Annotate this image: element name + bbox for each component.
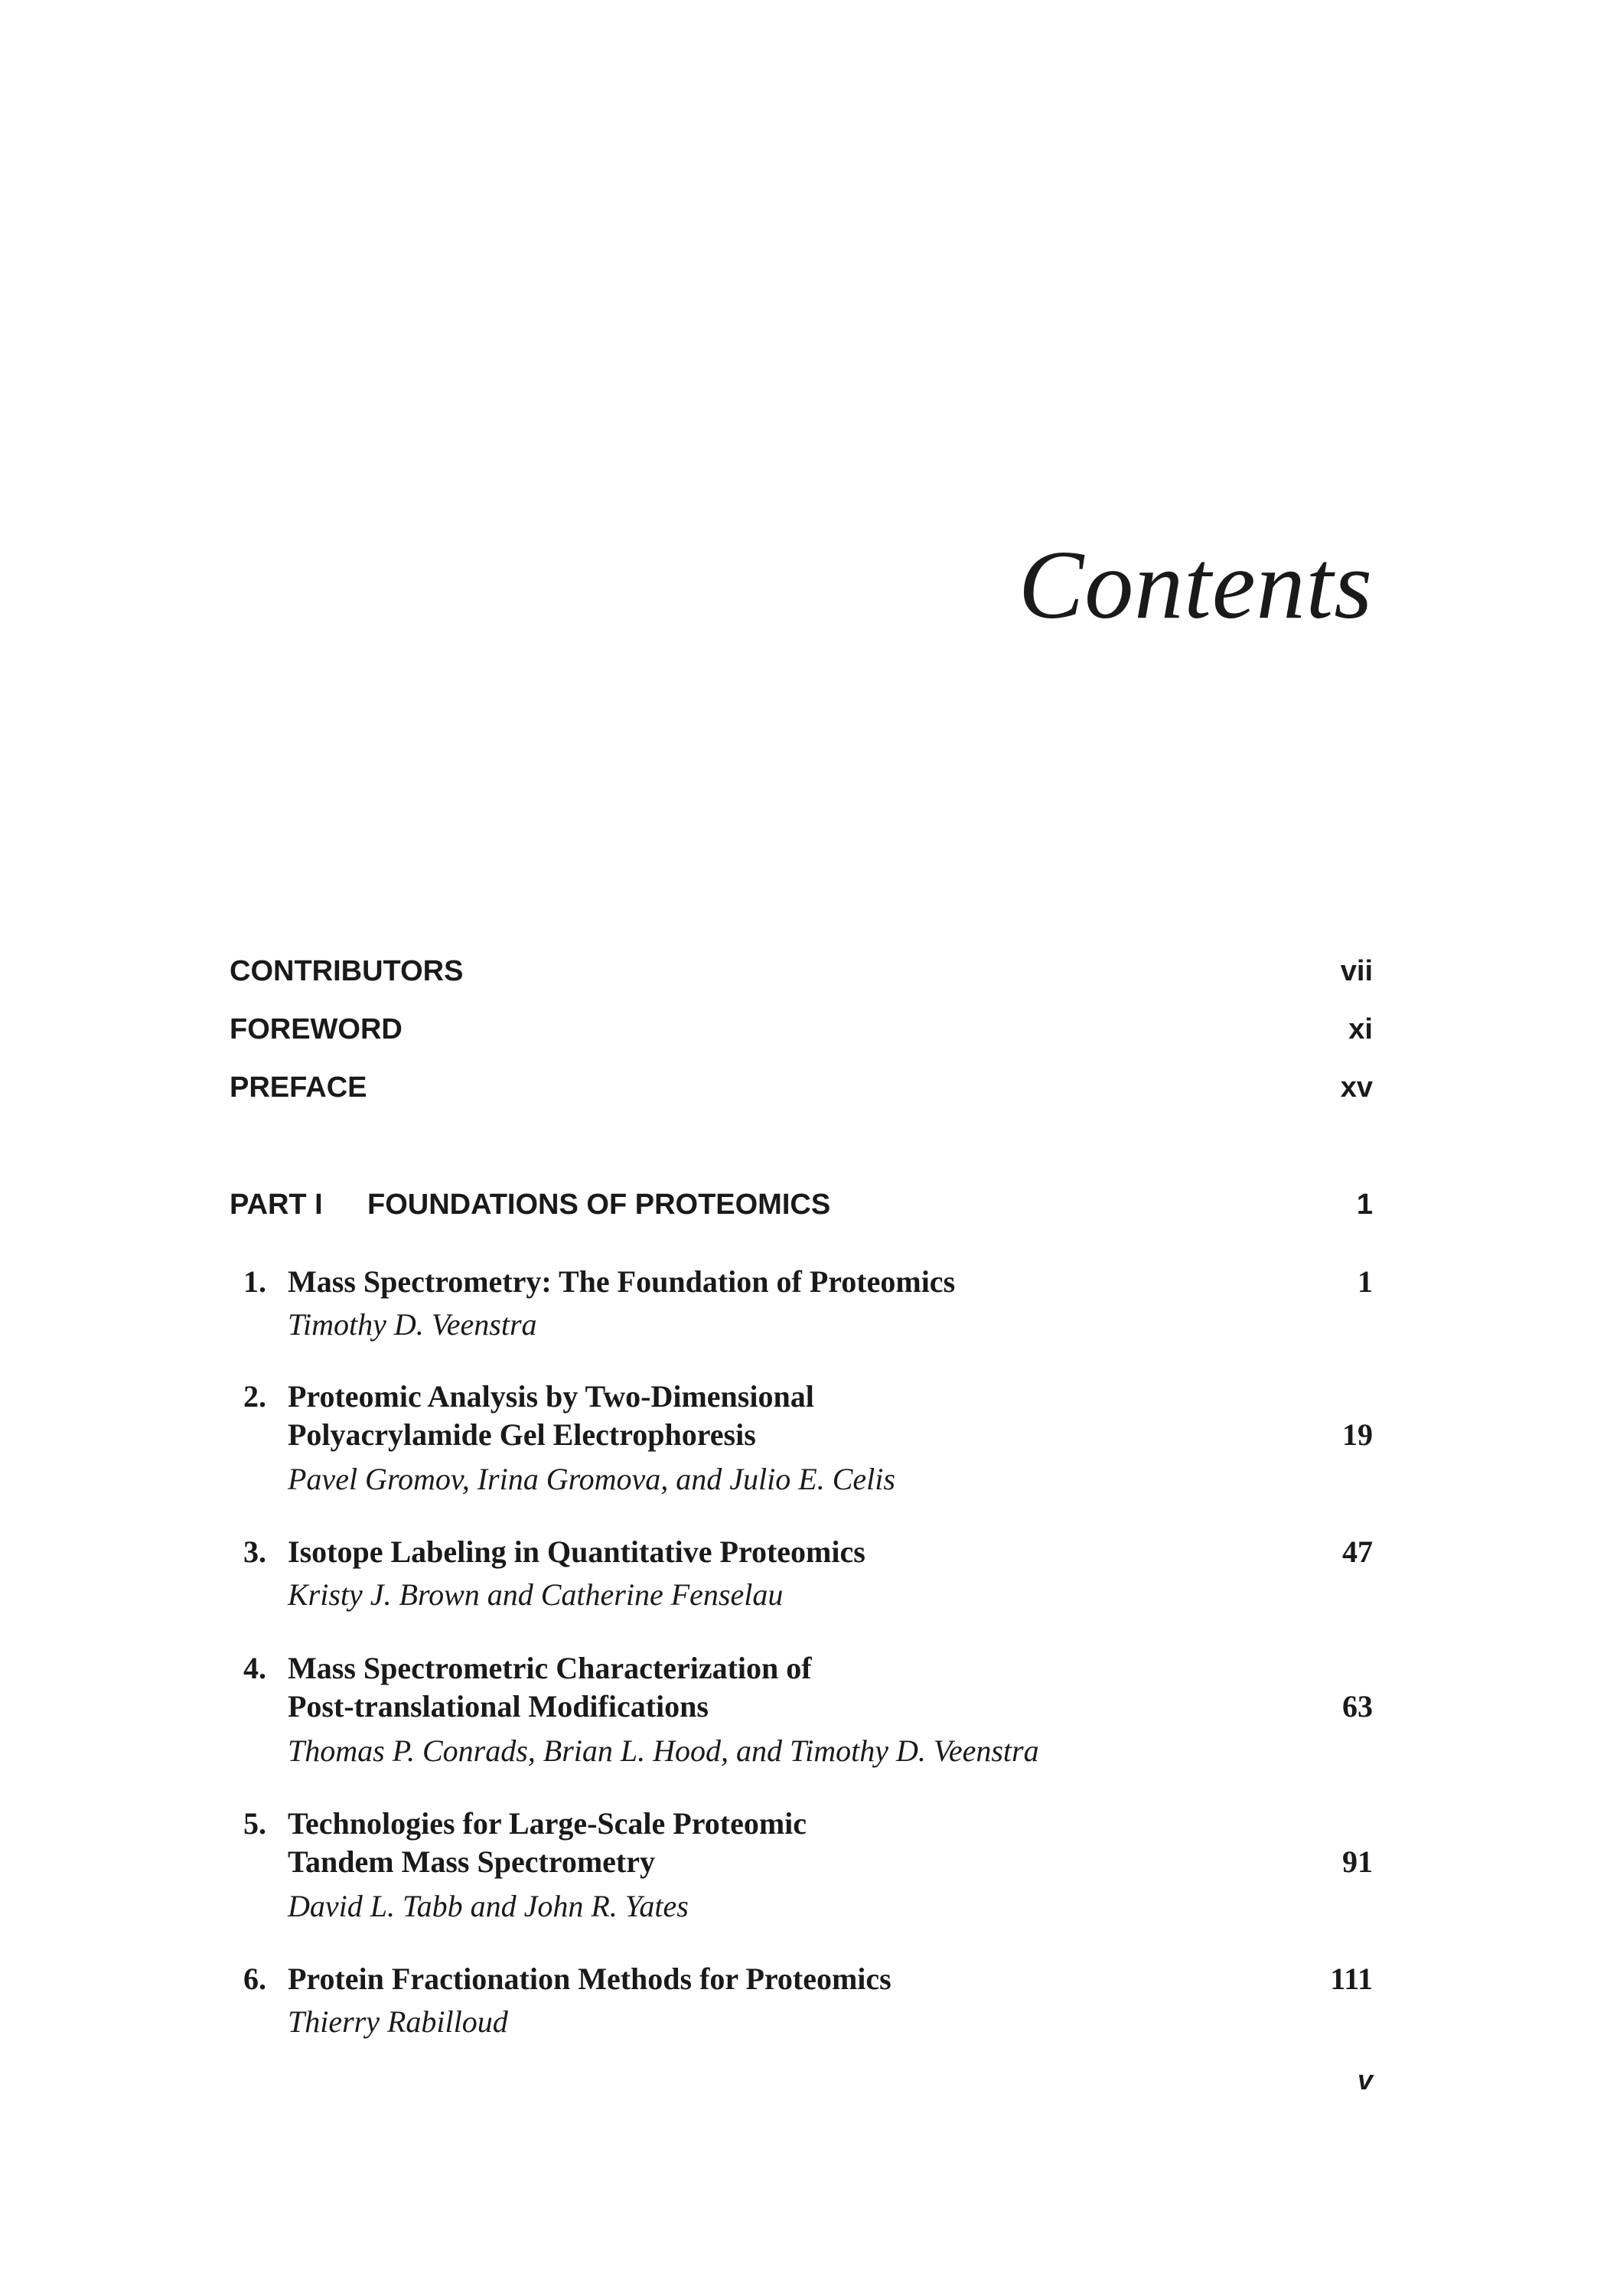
- entry-page-number: xv: [1340, 1071, 1373, 1104]
- part-title: FOUNDATIONS OF PROTEOMICS: [367, 1189, 831, 1221]
- chapter-authors: Pavel Gromov, Irina Gromova, and Julio E. Celis: [288, 1462, 895, 1496]
- chapter-authors: Thierry Rabilloud: [288, 2004, 508, 2039]
- chapter-title-line-1: Proteomic Analysis by Two-Dimensional: [288, 1379, 814, 1414]
- part-page-number: 1: [1356, 1189, 1373, 1221]
- part-heading: [230, 1190, 830, 1219]
- chapter-number: 5.: [243, 1806, 266, 1841]
- chapter-number: 2.: [243, 1379, 266, 1414]
- entry-title: CONTRIBUTORS: [230, 955, 464, 987]
- chapter-page-number: 63: [1342, 1689, 1373, 1724]
- chapter-page-number: 19: [1342, 1417, 1373, 1452]
- chapter-number: 1.: [243, 1264, 266, 1299]
- part-number: PART I: [230, 1189, 323, 1221]
- chapter-page-number: 47: [1342, 1534, 1373, 1569]
- chapter-title: Isotope Labeling in Quantitative Proteomics: [288, 1534, 865, 1569]
- chapter-title-line-1: Technologies for Large-Scale Proteomic: [288, 1806, 807, 1841]
- chapter-number: 3.: [243, 1534, 266, 1569]
- chapter-title-line-2: Tandem Mass Spectrometry: [288, 1844, 655, 1879]
- chapter-title: Protein Fractionation Methods for Proteomics: [288, 1962, 892, 1996]
- chapter-authors: Timothy D. Veenstra: [288, 1307, 537, 1342]
- chapter-authors: Kristy J. Brown and Catherine Fenselau: [288, 1577, 784, 1612]
- chapter-page-number: 111: [1330, 1962, 1373, 1996]
- chapter-title: Mass Spectrometry: The Foundation of Proteomics: [288, 1264, 956, 1299]
- chapter-title-line-2: Polyacrylamide Gel Electrophoresis: [288, 1417, 756, 1452]
- chapter-number: 4.: [243, 1651, 266, 1685]
- entry-title: PREFACE: [230, 1071, 367, 1104]
- chapter-page-number: 1: [1358, 1264, 1373, 1299]
- chapter-number: 6.: [243, 1962, 266, 1996]
- chapter-page-number: 91: [1342, 1844, 1373, 1879]
- entry-title: FOREWORD: [230, 1013, 403, 1045]
- chapter-authors: Thomas P. Conrads, Brian L. Hood, and Timothy D. Veenstra: [288, 1733, 1039, 1768]
- page-title: Contents: [1018, 530, 1373, 639]
- chapter-authors: David L. Tabb and John R. Yates: [288, 1889, 689, 1923]
- chapter-title-line-2: Post-translational Modifications: [288, 1689, 709, 1724]
- entry-page-number: xi: [1348, 1013, 1373, 1045]
- table-of-contents: [230, 0, 1373, 2296]
- page-folio: v: [1357, 2064, 1373, 2095]
- entry-page-number: vii: [1340, 955, 1373, 987]
- chapter-title-line-1: Mass Spectrometric Characterization of: [288, 1651, 812, 1685]
